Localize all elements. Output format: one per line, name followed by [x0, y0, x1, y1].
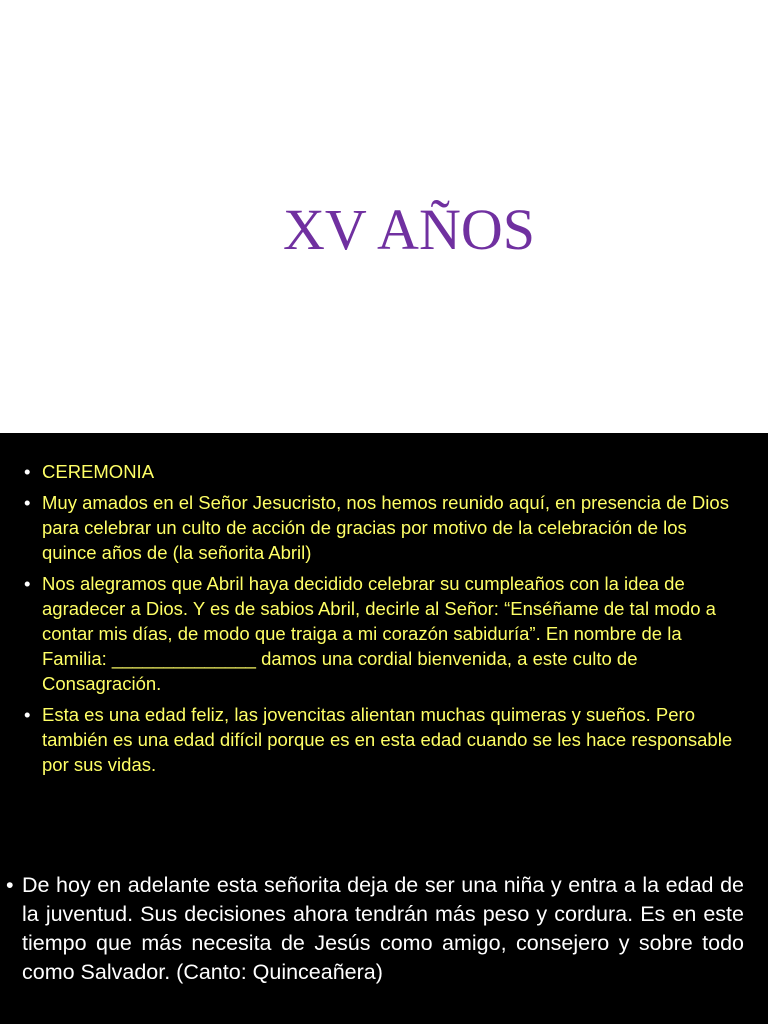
bullet-text: CEREMONIA [42, 461, 155, 482]
title-slide [0, 0, 768, 433]
bullet-text: Muy amados en el Señor Jesucristo, nos hemos reunido aquí, en presencia de Dios para celebrar un culto de acción de gracias por motivo de la celebración de los quince años de (la señorita Abril) [42, 492, 729, 563]
ceremony-slide [0, 433, 768, 863]
youth-paragraph-text: De hoy en adelante esta señorita deja de ser una niña y entra a la edad de la juventud. Sus decisiones ahora tendrán más peso y cordura. Es en este tiempo que más necesita de Jesús como amigo, consejero y sobre todo como Salvador. (Canto: Quinceañera) [22, 873, 744, 984]
bullet-item-gratitude [24, 571, 740, 696]
bullet-item-welcome [24, 490, 740, 565]
bullet-icon: • [24, 492, 31, 513]
youth-slide [0, 863, 768, 1024]
bullet-icon: • [24, 461, 31, 482]
bullet-item-happy-age [24, 702, 740, 777]
bullet-text: Esta es una edad feliz, las jovencitas alientan muchas quimeras y sueños. Pero también es una edad difícil porque es en esta edad cuando se les hace responsable por sus vidas. [42, 704, 733, 775]
bullet-icon: • [24, 573, 31, 594]
bullet-icon: • [6, 873, 14, 897]
slide-title: XV AÑOS [283, 197, 535, 262]
youth-paragraph [6, 871, 744, 987]
bullet-icon: • [24, 704, 31, 725]
ceremony-bullet-list [0, 433, 768, 777]
bullet-text: Nos alegramos que Abril haya decidido celebrar su cumpleaños con la idea de agradecer a Dios. Y es de sabios Abril, decirle al Señor: “Enséñame de tal modo a contar mis días, de modo que traiga a mi corazón sabiduría”. En nombre de la Familia: ______________ damos una cordial bienvenida, a este culto de Consagración. [42, 573, 716, 694]
bullet-item-ceremonia [24, 459, 740, 484]
